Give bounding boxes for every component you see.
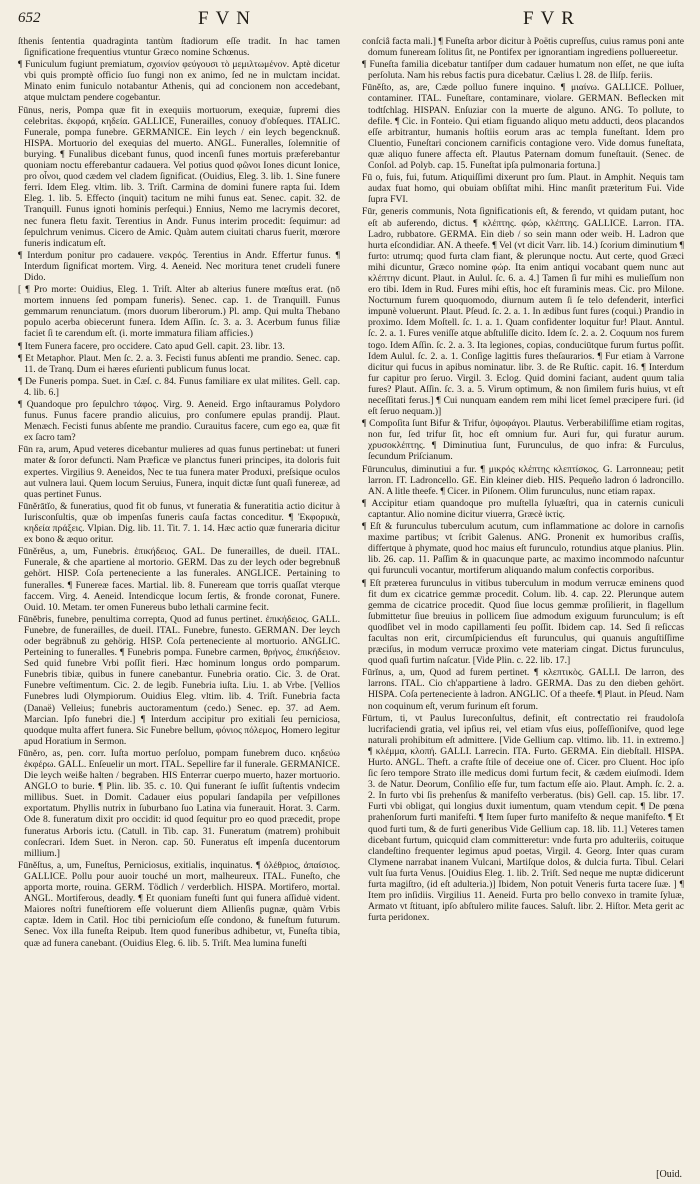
page-header bbox=[18, 6, 684, 36]
right-column bbox=[362, 36, 684, 1161]
dictionary-entry: Fūnus, neris, Pompa quæ fit in exequiis mortuorum, exequiæ, ſupremi dies celebritas. ἐκφορά, κηδεία. GALLICE, Funerailles, conuoy d'obſeques. ITALIC. Funerale, pompa funebre. GERMANICE. Ein leych / ein leych begencknuß. HISPA. Mortuorio del exequias del muerto. ANGL. Funeralles, ſolemnitie of burying. ¶ Funalibus dicebant funus, quod incenſi funes mortuis præferebantur quoniam noctu efferebantur cadauera. Vel potius quod φῶνοι Iones dicunt Ionice, pro οἶνοι, quod cædem vel cladem ſignificat. (Ouidius, Eleg. 3. lib. 1. Sine funere ferri. Idem Eleg. vltim. lib. 3. Triſt. Carmina de domini funere rapta ſui. Idem Eleg. 1. lib. 5. Effecto (inquit) tacitum ne mihi funus eat. Senec. capit. 32. de Tranquill. Funus ignoti hominis perſequi.) Ennius, Nemo me lacrymis decoret, nec funera fletu faxit. Terentius in Andr. Funus interim procedit: ſequimur: ad ſepulchrum venimus. Cicero de Amic. Quàm autem ciuitati charus fuerit, mœrore funeris indicatum eſt. bbox=[18, 104, 340, 249]
dictionary-entry: ¶ Accipitur etiam quandoque pro muſtella ſyluæſtri, qua in caternis cuniculi captantur. Alio nomine dicitur viuerra, Græcè ἰκτίς. bbox=[362, 497, 684, 520]
catchword: [Ouid. bbox=[656, 1169, 682, 1180]
dictionary-entry: Fūnĕrĕus, a, um, Funebris. ἐπικήδειος. GAL. De funerailles, de dueil. ITAL. Funerale, & che apartiene al mortorio. GERM. Das zu der leych oder begrebnuß gehört. HISP. Coſa perteneciente a las funerales. ANGLICE. Pertaining to funeralles. ¶ Funereæ faces. Martial. lib. 8. Funeream que torris quaſſat vterque faccem. Virg. 4. Aeneid. Intendicque locum ſertis, & fronde coronat, Funere. Ouid. 10. Metam. ter omen Funereus bubo lethali carmine fecit. bbox=[18, 546, 340, 613]
dictionary-entry: Fūnĕrātĭo, & funeratius, quod fit ob funus, vt funeratia & funeratitia actio dicitur à Iurisconſultis, quæ ob impenſas funeris cauſa factas conceditur. ¶ Ἐκφορικὰ, κηδεία πράξεις. Vlpian. Dig. lib. 11. Tit. 7. 1. 14. Hæc actio quæ funeraria dicitur ex bono & æquo oritur. bbox=[18, 500, 340, 546]
dictionary-entry: Fūnĕſtus, a, um, Funeſtus, Perniciosus, exitialis, inquinatus. ¶ ὀλέθριος, ἀπαίσιος. GALLICE. Pollu pour auoir touché un mort, malheureux. ITAL. Funeſto, che apporta morte, rouina. GERM. Tödlich / verderblich. HISPA. Mortifero, mortal. ANGL. Mortiferous, deadly. ¶ Et quoniam funeſti ſunt qui funera aſſiduè vident. Maiores noſtri funeſtiorem eſſe voluerunt diem Allienſis pugnæ, quàm Vrbis captæ. Idem in Catil. Hoc tibi pernicioſum eſſe condono, & funeſtum futurum. Senec. Vox illa funeſta Reipub. Item quod funeribus adhibetur, vt, Funeſta tibia, quæ ad funera canebant. (Ouidius Eleg. 6. lib. 5. Triſt. Mea lumina funeſti bbox=[18, 859, 340, 949]
left-running-head: FVN bbox=[198, 8, 258, 29]
left-column bbox=[18, 36, 340, 1161]
dictionary-entry: [ ¶ Pro morte: Ouidius, Eleg. 1. Triſt. Alter ab alterius funere mœſtus erat. (nō mortem innuens ſed pompam funeris). Senec. cap. 1. de Tranquill. Funus gemmarum renunciatum. (mors duorum liberorum.) Pl. amp. Qui multa Thebano populo acerba obiecerunt funera. Idem Aſſin. ſc. 3. a. 3. Acerbum funus filiæ faciet ſi te carendum eſt. (i. morte immatura filiam afficies.) bbox=[18, 284, 340, 340]
dictionary-entry: ¶ Et Metaphor. Plaut. Men ſc. 2. a. 3. Fecisti funus abſenti me prandio. Senec. cap. 11. de Tranq. Dum ei hæres eſurienti publicum funus locat. bbox=[18, 352, 340, 375]
dictionary-entry: ¶ Interdum ponitur pro cadauere. νεκρός. Terentius in Andr. Effertur funus. ¶ Interdum ſignificat mortem. Virg. 4. Aeneid. Nec moritura tenet crudeli funere Dido. bbox=[18, 249, 340, 283]
dictionary-entry: Fūrtum, ti, vt Paulus Iureconſultus, definit, eſt contrectatio rei fraudoloſa lucrifaciendi gratia, vel ipſius rei, vel etiam vſus eius, poſſeſſioniſve, quod lege naturali prohibitum eſt admittere. [Vide Gellium cap. vltimo. lib. 11. in extremo.] ¶ κλέμμα, κλοπή. GALLI. Larrecin. ITA. Furto. GERMA. Ein diebſtall. HISPA. Hurto. ANGL. Theft. a crafte ſtile of deceiue one of. Cicer. pro Cluent. Hoc ipſo ſic ſero tempore Strato ille medicus domi furtum fecit, & cædem eiuſmodi. Idem 3. de Natur. Deorum, Conſilio eſſe fur, tum factum eſſe aio. Plaut. Amph. ſc. 2. a. 2. In furto vbi ſis prehenſus & manifeſto verberatus. (bis) Gell. cap. 15. libr. 17. Furti vbi obligat, qui longius duxit iumentum, quam vtendum cepit. ¶ De pœna prahenſorum furti manifeſti. ¶ Item ſuper furto manifeſto & neque manifeſto. ¶ Et quod furti tum, & de furti generibus Vide Gellium cap. 18. lib. 11.] Veteres tamen dicebant furtum, quicquid clam committeretur: vnde furta pro adulteriis, coituque clandeſtino frequenter legimus apud poetas, Virgil. 4. Georg. Inter quas curam Clymene narrabat inanem Vulcani, Martiſque dolos, & dulcia furta. Tibul. Celari vult ſua furta Venus. [Ouidius Eleg. 1. lib. 2. Triſt. Sed neque me nuptæ didicerunt furta magiſtro, (id eſt adulteria.)] Ibidem, Non potuit Veneris furta tacere ſuæ. ] ¶ Item pro inſidiis. Virgilius 11. Aeneid. Furta pro bello convexo in tramite ſyluæ, Armato vt ſtituant, ipſo abſtulero milite fauces. Saluſt. libr. 2. Hiſtor. Meta gerit ac furta peridonex. bbox=[362, 712, 684, 924]
dictionary-entry: Fūnĕſto, as, are, Cæde polluo funere inquino. ¶ μιαίνω. GALLICE. Polluer, contaminer. ITAL. Funeſtare, contaminare, violare. GERMAN. Beflecken mit todtſchlag. HISPAN. Enſuziar con la muerte de alguno. ANG. To pollute, to defile. ¶ Cic. in Fonteio. Qui etiam figuando aliquo metu adducti, deos placandos eſſe arbitrantur, humanis hoſtiis eorum aras ac templa funeſtant. Idem pro Cluentio, Funeſtari concionem carnificis contagione vero. Vide domus funeſtata, quæ aliquo funere affecta eſt. Plautus Paternam domum funeſtauit. (Senec. de Conſol. ad Polyb. cap. 15. Funeſtat ipſa pulmonaria fortuna.] bbox=[362, 82, 684, 172]
dictionary-entry: ¶ Eſt & furunculus tuberculum acutum, cum inflammatione ac dolore in carnoſis maxime partibus; vt ſcribit Galenus. ANG. Pronenit ex humoribus craſſis, differtque à phymate, quod hoc maius eſt furunculo, rotundius atque planius. Plin. lib. 26. cap. 11. Paſſim & in quacunque parte, ac maximo incommodo naſcuntur qui furunculi vocantur, mortiferum aliquando malum confectis corporibus. bbox=[362, 521, 684, 577]
dictionary-entry: Fūrĭnus, a, um, Quod ad furem pertinet. ¶ κλεπτικὸς. GALLI. De larron, des larrons. ITAL. Cio ch'appartiene à ladro. GERMA. Das zu den dieben gehört. HISPA. Coſa perteneciente à ladron. ANGLIC. Of a theefe. ¶ Plaut. in Pſeud. Nam non coquinum eſt, verum furinum eſt forum. bbox=[362, 667, 684, 712]
dictionary-entry: Fūn ra, arum, Apud veteres dicebantur mulieres ad quas funus pertinebat: ut funeri mater & ſoror defuncti. Nam Præficæ ve planctus funeri principes, ita doloris fuit expertes. Virgilius 9. Aeneidos, Nec te tua funera mater Produxi, preſsique oculos aut vulnera laui. Quem locum Seruius, Funera, inquit dictæ ſunt quaſi funereæ, ad quas pertinet Funus. bbox=[18, 444, 340, 500]
dictionary-entry: ¶ Funiculum fugiunt premiatum, σχοινίον φεύγουσι τὸ μεμιλτωμένον. Aptè dicetur vbi quis promptè officio ſuo fungi non ex animo, ſed ne in mulctam incidat. Minato enim funiculo notabantur Athenis, qui ad concionem non accedebant, atque mulctam pendere cogebantur. bbox=[18, 59, 340, 104]
dictionary-entry: Fūr, generis communis, Nota ſignificationis eſt, & ferendo, vt quidam putant, hoc eſt ab auferendo, dictus. ¶ κλέπτης. φώρ, κλέπτης. GALLICE. Larron. ITA. Ladro, rubbatore. GERMA. Ein dieb / so sein mann oder weib. H. Ladron que hurta eſcondidiar. AN. A theefe. ¶ Vel (vt dicit Varr. lib. 14.) ſcorium diminutium ¶ furto: utrumq; quod furta clam fiant, & plerunque noctu. Aut certe, quod Græci mihi dicuntur, Græco nomine φώρ. Ita enim antiqui vocabant quem nunc aut κλέπτην dicunt. Plaut. in Aulul. ſc. 6. a. 4.] Tamen ſi fur mihi es mulieſſum non ero tibi. Idem in Rud. Fures mihi eſtis, hoc eſt furaminis meas. Cic. pro Milone. Nocturnum furem quoquomodo, diurnum autem ſi ſe telo defenderit, interfici impunè voluerunt. Plaut. Pſeud. ſc. 2. a. 1. In ædibus ſunt fures (coqui.) Prandio in proximo. Idem Moſtell. ſc. 1. a. 1. Quam confidenter loquitur fur! Plaut. Anntul. ſc. 2. a. 1. Fures veniſſe atque abſtuliſſe dicito. Idem ſc. 2. a. 2. Coquum nos furem togo. Idem Aſſin. ſc. 2. a. 3. Ita legiones, copias, conduciūtque furum furtus poſſit. Idem Aulul. ſc. 2. a. 1. Conſige lagittis fures theſaurarios. ¶ Fur etiam à Varrone dicitur qui fucus in apibus nominatur. libr. 3. de Re Ruſtic. capit. 16. ¶ Interdum fur capitur pro ſeruo. Virgil. 3. Eclog. Quid domini faciant, audent quum talia fures? Plaut. Aſſin. ſc. 3. a. 5. Virum optimum, & non ſimilem furis huius, vt eſt neceſſitati ferus.] ¶ Cui nunquam eandem rem mihi licet ſemel præcipere furi. (id eſt ſeruo nequam.)] bbox=[362, 206, 684, 418]
dictionary-entry: conſciâ facta mali.] ¶ Funeſta arbor dicitur à Poëtis cupreſſus, cuius ramus poni ante domum funeream ſolitus ſit, ne Pontifex per ignorantiam ingrediens polluereetur. bbox=[362, 36, 684, 59]
dictionary-entry: Fū o, fuis, fui, futum. Atiquiſſimi dixerunt pro ſum. Plaut. in Amphit. Nequis tam audax fuat homo, qui obuiam obſiſtat mihi. Hinc manſit præteritum Fui. Vide ſupra FVI. bbox=[362, 172, 684, 206]
page-number: 652 bbox=[18, 10, 41, 26]
text-columns bbox=[18, 36, 684, 1161]
dictionary-entry: Fūnĕbris, funebre, penultima correpta, Quod ad funus pertinet. ἐπικήδειος. GALL. Funebre, de funerailles, de dueil. ITAL. Funebre, funesto. GERMAN. Der leych oder begräbnuß zu gehörig. HISP. Coſa perteneciente al mortuorio. ANGLIC. Perteining to funeralles. ¶ Funebris pompa. Funebre carmen, θρήνος, ἐπικήδειον. Sed quid funebre Vrbi poſſit fieri. Hæc hominum longus ordo pomparum. Funebris tibiæ, quibus in funere canebantur. Funebria oratio. Cic. 3. de Orat. Funebre veſtimentum. Cic. 2. de legib. Funebria iuſta. Liu. 1. ab Vrbe. [Vellios Funebres ludi Olympiorum. Ouidius Eleg. vltim. lib. 4. Triſt. Funebria facta (Danaë) Velleius; funebris auctoramentum (cedo.) Senec. ep. 37. ad Aem. Marcian. Ipſo funebri die.] ¶ Interdum accipitur pro exitiali ſeu perniciosa, quodque multa affert funera. Sic Funebre bellum, φόνιος πόλεμος, Homero legitur apud Horatium in Sermon. bbox=[18, 613, 340, 747]
dictionary-entry: ¶ De Funeris pompa. Suet. in Cæſ. c. 84. Funus familiare ex ulat milites. Gell. cap. 4. lib. 6.] bbox=[18, 375, 340, 398]
dictionary-entry: Fūrunculus, diminutiui a fur. ¶ μικρός κλέπτης κλεπτίσκος. G. Larronneau; petit larron. IT. Ladroncello. GE. Ein kleiner dieb. HIS. Pequeño ladron ó ladroncillo. AN. A litle theefe. ¶ Cicer. in Piſonem. Olim furunculus, nunc etiam rapax. bbox=[362, 463, 684, 497]
dictionary-entry: ¶ Funeſta familia dicebatur tantiſper dum cadauer humatum non eſſet, ne que iuſta perſoluta. Nam his rebus factis pura dicebatur. Cælius l. 28. de Iliſp. feriis. bbox=[362, 59, 684, 82]
dictionary-entry: ¶ Item Funera facere, pro occidere. Cato apud Gell. capit. 23. libr. 13. bbox=[18, 340, 285, 352]
dictionary-entry: ¶ Eſt præterea furunculus in vitibus tuberculum in modum verrucæ eminens quod fit dum ex cicatrice gemmæ procedit. Colum. lib. 4. cap. 22. Plerunque autem gemma de cicatrice procedit. Quod ſiue locus gemmæ proſilierit, in flagellum ſubmittetur ſiue breuius in pollicem ſiue admodum exiguum furunculum; is eſt quodſibet vel in modo capillamenti ſeu poſſit. Ibidem cap. 14. Sed ſi reſiccas facultas non erit, circumſpiciendus eſt furunculus, qui quanuis anguſtiſſime præciſus, in modum verrucæ proximo vete materiam cingat. Dictus furunculus, quod quaſi furtim naſcatur. [Vide Plin. c. 22. lib. 17.] bbox=[362, 577, 684, 667]
dictionary-entry: ¶ Compoſita ſunt Bifur & Trifur, ὀψοφάγοι. Plautus. Verberabiliſſime etiam rogitas, non fur, ſed trifur ſit, hoc eſt omnium fur. Auri fur, qui furatur aurum. χρυσοκλέπτης. ¶ Diminutiua ſunt, Furunculus, de quo infra: & Furculus, ſecundum Priſcianum. bbox=[362, 418, 684, 463]
dictionary-entry: ¶ Quandoque pro ſepulchro τάφος. Virg. 9. Aeneid. Ergo inſtauramus Polydoro funus. Funus facere prandio alicuius, pro conſumere epulas prandij. Plaut. Menæch. Fecisti funus abſente me prandio. Curauitus facere, cum ego ea, quæ fit ex ſacro tam? bbox=[18, 399, 340, 444]
dictionary-entry: ſthenis ſententia quadraginta tantùm ſtadiorum eſſe tradit. In hac tamen ſignificatione frequentius vtuntur Græco nomine Schœnus. bbox=[18, 36, 340, 59]
dictionary-entry: Fūnĕro, as, pen. corr. Iuſta mortuo perſoluo, pompam funebrem duco. κηδεύω ἐκφέρω. GALL. Enſeuelir un mort. ITAL. Sepellire far il funerale. GERMANICE. Die leych weiße halten / begraben. HIS Enterrar cuerpo muerto, hazer mortuorio. ANGLO to burie. ¶ Plin. lib. 35. c. 10. Qui funerant ſe iuſſit ſuſtentis vndecim millibus. Suet. in Domit. Cadauer eius populari ſandapila per veſpillones exportatum. Phyllis nutrix in ſuburbano ſuo Latina via funerauit. Horat. 3. Carm. Ode 8. funeratum dixit pro occidit: id quod ſequitur pro eo quod præcedit, prope funeratus Arboris ictu. (Catull. in Tib. cap. 31. Funeratum (matrem) prohibuit conſecrari. Idem Suet. in Neron. cap. 50. Funeratus eſt impenſa ducentorum millium.] bbox=[18, 747, 340, 859]
right-running-head: FVR bbox=[523, 8, 581, 29]
